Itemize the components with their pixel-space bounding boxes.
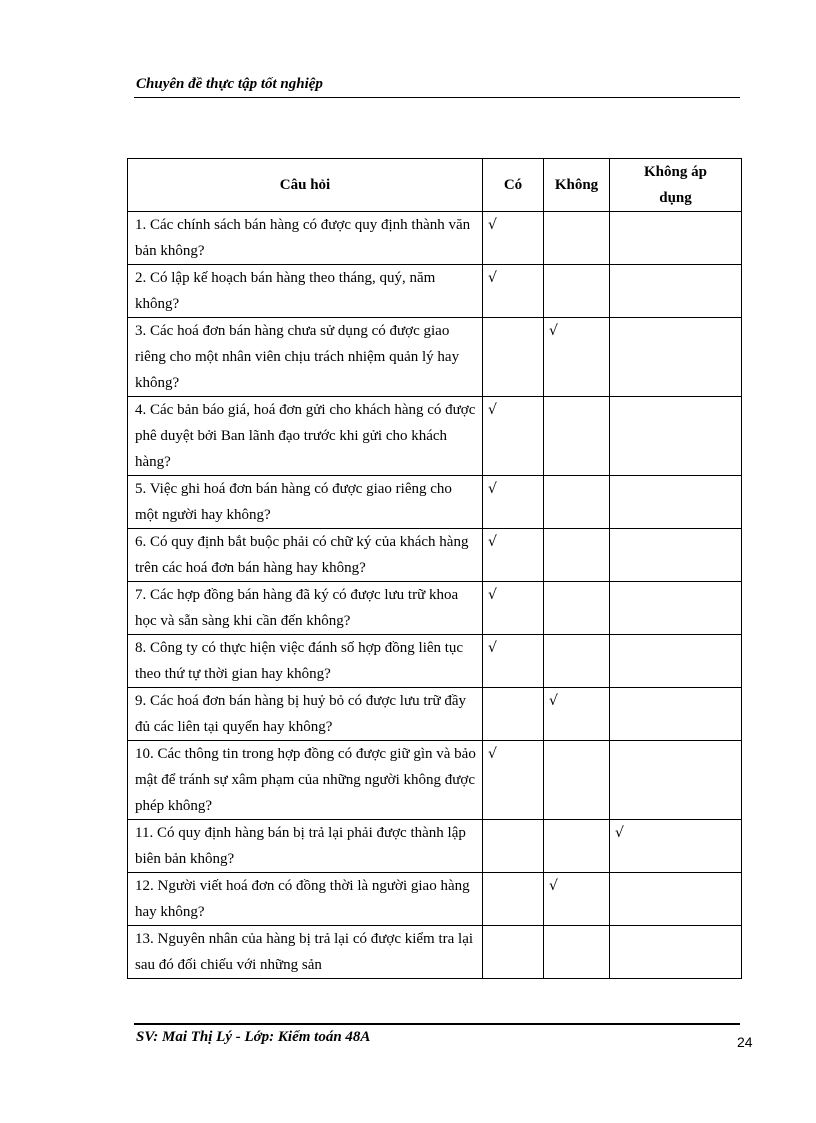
yes-mark-cell: √ [483,265,544,318]
footer-student-info: SV: Mai Thị Lý - Lớp: Kiểm toán 48A [136,1029,371,1045]
questionnaire-table [127,158,742,979]
not-applicable-mark-cell [610,529,742,582]
yes-mark-cell: √ [483,582,544,635]
question-cell: 8. Công ty có thực hiện việc đánh số hợp đồng liên tục theo thứ tự thời gian hay không? [128,635,483,688]
footer-divider [134,1023,740,1025]
question-cell: 6. Có quy định bắt buộc phải có chữ ký của khách hàng trên các hoá đơn bán hàng hay không? [128,529,483,582]
no-mark-cell: √ [544,873,610,926]
table-row [128,741,742,820]
not-applicable-mark-cell: √ [610,820,742,873]
not-applicable-mark-cell [610,873,742,926]
question-cell: 1. Các chính sách bán hàng có được quy định thành văn bản không? [128,212,483,265]
column-header-not-applicable [610,159,742,212]
no-mark-cell [544,212,610,265]
no-mark-cell [544,926,610,979]
question-cell: 7. Các hợp đồng bán hàng đã ký có được lưu trữ khoa học và sẵn sàng khi cần đến không? [128,582,483,635]
not-applicable-mark-cell [610,635,742,688]
yes-mark-cell: √ [483,741,544,820]
table-row [128,820,742,873]
yes-mark-cell [483,820,544,873]
yes-mark-cell: √ [483,212,544,265]
page-number: 24 [737,1034,753,1050]
table-row [128,265,742,318]
table-header-row [128,159,742,212]
not-applicable-mark-cell [610,318,742,397]
question-cell: 5. Việc ghi hoá đơn bán hàng có được giao riêng cho một người hay không? [128,476,483,529]
yes-mark-cell [483,873,544,926]
question-cell: 10. Các thông tin trong hợp đồng có được giữ gìn và bảo mật để tránh sự xâm phạm của những người không được phép không? [128,741,483,820]
no-mark-cell: √ [544,318,610,397]
not-applicable-mark-cell [610,741,742,820]
no-mark-cell [544,397,610,476]
yes-mark-cell [483,318,544,397]
not-applicable-mark-cell [610,582,742,635]
yes-mark-cell: √ [483,476,544,529]
yes-mark-cell [483,688,544,741]
table-row [128,582,742,635]
yes-mark-cell: √ [483,529,544,582]
no-mark-cell [544,741,610,820]
not-applicable-mark-cell [610,397,742,476]
yes-mark-cell: √ [483,397,544,476]
column-header-no: Không [544,159,610,212]
table-row [128,926,742,979]
question-cell: 11. Có quy định hàng bán bị trả lại phải được thành lập biên bản không? [128,820,483,873]
table-row [128,318,742,397]
not-applicable-mark-cell [610,476,742,529]
not-applicable-mark-cell [610,926,742,979]
not-applicable-mark-cell [610,688,742,741]
no-mark-cell [544,820,610,873]
question-cell: 3. Các hoá đơn bán hàng chưa sử dụng có được giao riêng cho một nhân viên chịu trách nhiệm quản lý hay không? [128,318,483,397]
not-applicable-mark-cell [610,212,742,265]
yes-mark-cell [483,926,544,979]
question-cell: 9. Các hoá đơn bán hàng bị huỷ bỏ có được lưu trữ đầy đủ các liên tại quyển hay không? [128,688,483,741]
no-mark-cell: √ [544,688,610,741]
not-applicable-mark-cell [610,265,742,318]
table-row [128,688,742,741]
column-header-yes: Có [483,159,544,212]
table-row [128,635,742,688]
question-cell: 12. Người viết hoá đơn có đồng thời là người giao hàng hay không? [128,873,483,926]
table-row [128,476,742,529]
column-header-question: Câu hỏi [128,159,483,212]
no-mark-cell [544,582,610,635]
table-row [128,529,742,582]
no-mark-cell [544,476,610,529]
table-row [128,212,742,265]
table-row [128,397,742,476]
header-divider [134,97,740,98]
page-header-title: Chuyên đề thực tập tốt nghiệp [136,76,323,92]
no-mark-cell [544,265,610,318]
no-mark-cell [544,529,610,582]
no-mark-cell [544,635,610,688]
table-row [128,873,742,926]
column-header-not-applicable-label: Không áp dụng [644,164,707,206]
question-cell: 4. Các bản báo giá, hoá đơn gửi cho khách hàng có được phê duyệt bởi Ban lãnh đạo trước khi gửi cho khách hàng? [128,397,483,476]
yes-mark-cell: √ [483,635,544,688]
question-cell: 13. Nguyên nhân của hàng bị trả lại có được kiểm tra lại sau đó đối chiếu với những sản [128,926,483,979]
question-cell: 2. Có lập kế hoạch bán hàng theo tháng, quý, năm không? [128,265,483,318]
